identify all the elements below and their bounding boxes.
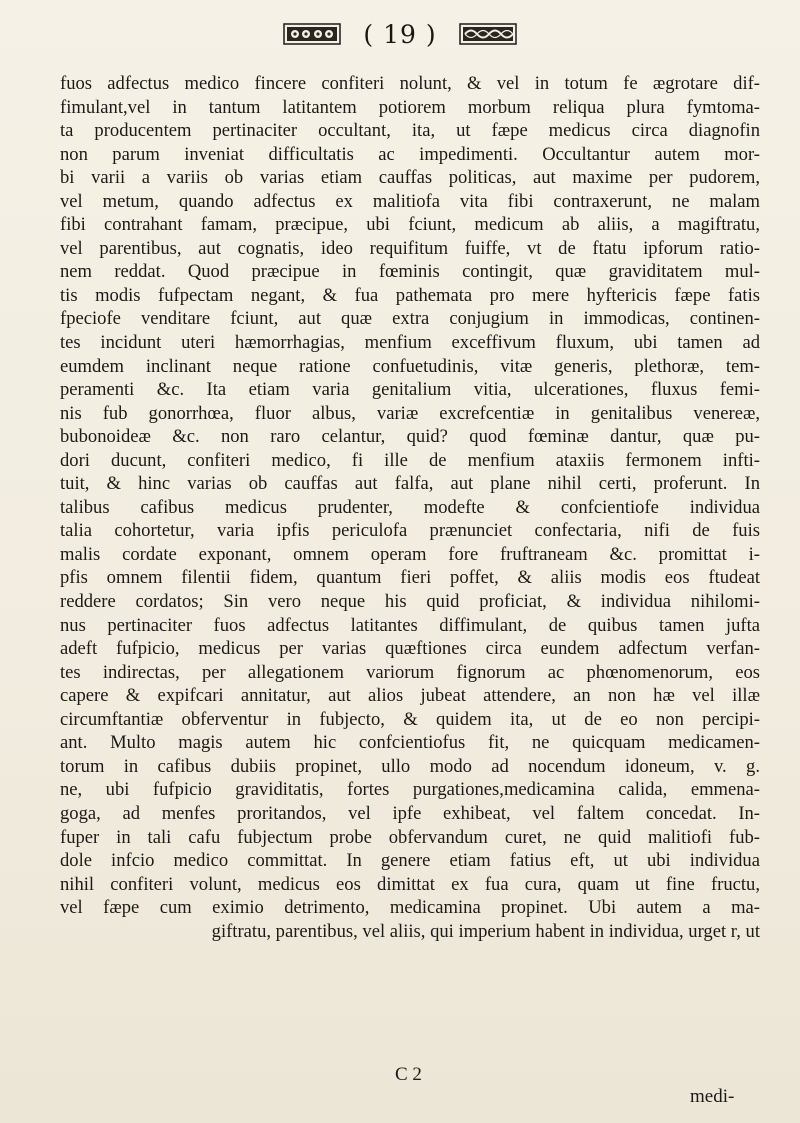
text-line: nus pertinaciter fuos adfectus latitantes diffimulant, de quibus tamen jufta xyxy=(60,614,760,636)
text-line: giftratu, parentibus, vel aliis, qui imperium habent in individua, urget r, ut xyxy=(211,920,760,942)
text-line: non parum inveniat difficultatis ac impedimenti. Occultantur autem mor- xyxy=(60,143,760,165)
text-line: dole infcio medico committat. In genere etiam fatius eft, ut ubi individua xyxy=(60,850,760,872)
text-line: bi varii a variis ob varias etiam cauffas politicas, aut maxime per pudorem, xyxy=(60,167,760,189)
text-line: tuit, & hinc varias ob cauffas aut falfa, aut plane nihil certi, proferunt. In xyxy=(60,473,760,495)
text-line: nem reddat. Quod præcipue in fœminis contingit, quæ graviditatem mul- xyxy=(60,261,760,283)
text-line: talia cohortetur, varia ipfis periculofa prænunciet confectaria, nifi de fuis xyxy=(60,520,760,542)
text-line: fibi contrahant famam, præcipue, ubi fciunt, medicum ab aliis, a magiftratu, xyxy=(60,214,760,236)
text-line: torum in cafibus dubiis propinet, ullo modo ad nocendum idoneum, v. g. xyxy=(60,755,760,777)
text-line: reddere cordatos; Sin vero neque his quid proficiat, & individua nihilomi- xyxy=(60,591,760,613)
printers-ornament-icon xyxy=(283,23,341,45)
text-line: tes incidunt uteri hæmorrhagias, menfium exceffivum fluxum, ubi tamen ad xyxy=(60,332,760,354)
text-line: eumdem inclinant neque ratione confuetudinis, vitæ generis, plethoræ, tem- xyxy=(60,355,760,377)
text-line: tes indirectas, per allegationem variorum fignorum ac phœnomenorum, eos xyxy=(60,661,760,683)
text-line: vel parentibus, aut cognatis, ideo requifitum fuiffe, vt de ftatu ipforum ratio- xyxy=(60,237,760,259)
text-line: pfis omnem filentii fidem, quantum fieri poffet, & aliis modis eos ftudeat xyxy=(60,567,760,589)
text-line: dori ducunt, confiteri medico, fi ille de menfium ataxiis fermonem infti- xyxy=(60,449,760,471)
text-line: malis cordate exponant, omnem operam fore fruftraneam &c. promittat i- xyxy=(60,543,760,565)
text-line: ta producentem pertinaciter occultant, ita, ut fæpe medicus circa diagnofin xyxy=(60,120,760,142)
page-number: ( 19 ) xyxy=(363,19,437,49)
text-line: vel fæpe cum eximio detrimento, medicamina propinet. Ubi autem a ma- xyxy=(60,897,760,919)
body-text xyxy=(60,72,760,943)
text-line: nis fub gonorrhœa, fluor albus, variæ excrefcentiæ in genitalibus venereæ, xyxy=(60,402,760,424)
text-line: adeft fufpicio, medicus per varias quæftiones circa eundem adfectum verfan- xyxy=(60,638,760,660)
signature-mark: C 2 xyxy=(395,1064,422,1085)
text-line: bubonoideæ &c. non raro celantur, quid? quod fœminæ dantur, quæ pu- xyxy=(60,426,760,448)
text-line: ne, ubi fufpicio graviditatis, fortes purgationes,medicamina calida, emmena- xyxy=(60,779,760,801)
text-line: goga, ad menfes proritandos, vel ipfe exhibeat, vel faltem concedat. In- xyxy=(60,802,760,824)
text-line: vel metum, quando adfectus ex malitiofa vita fibi contraxerunt, ne malam xyxy=(60,190,760,212)
text-line: fpeciofe venditare fciunt, aut quæ extra conjugium in immodicas, continen- xyxy=(60,308,760,330)
text-line: fimulant,vel in tantum latitantem potiorem morbum reliqua plura fymtoma- xyxy=(60,96,760,118)
text-line: fuos adfectus medico fincere confiteri nolunt, & vel in totum fe ægrotare dif- xyxy=(60,73,760,94)
text-line: circumftantiæ obferventur in fubjecto, & quidem ita, ut de eo non percipi- xyxy=(60,708,760,730)
text-line: ant. Multo magis autem hic confcientiofus fit, ne quicquam medicamen- xyxy=(60,732,760,754)
text-line: talibus cafibus medicus prudenter, modefte & confcientiofe individua xyxy=(60,496,760,518)
page-header xyxy=(0,16,800,52)
text-line: nihil confiteri volunt, medicus eos dimittat ex fua cura, quam ut fine fructu, xyxy=(60,873,760,895)
text-line: capere & expifcari annitatur, aut alios jubeat attendere, an non hæ vel illæ xyxy=(60,685,760,707)
printers-ornament-icon xyxy=(459,23,517,45)
text-line: tis modis fufpectam negant, & fua pathemata pro mere hyftericis fæpe fatis xyxy=(60,284,760,306)
catchword: medi- xyxy=(690,1086,735,1107)
text-line: fuper in tali cafu fubjectum probe obfervandum curet, ne quid malitiofi fub- xyxy=(60,826,760,848)
text-line: peramenti &c. Ita etiam varia genitalium vitia, ulcerationes, fluxus femi- xyxy=(60,379,760,401)
